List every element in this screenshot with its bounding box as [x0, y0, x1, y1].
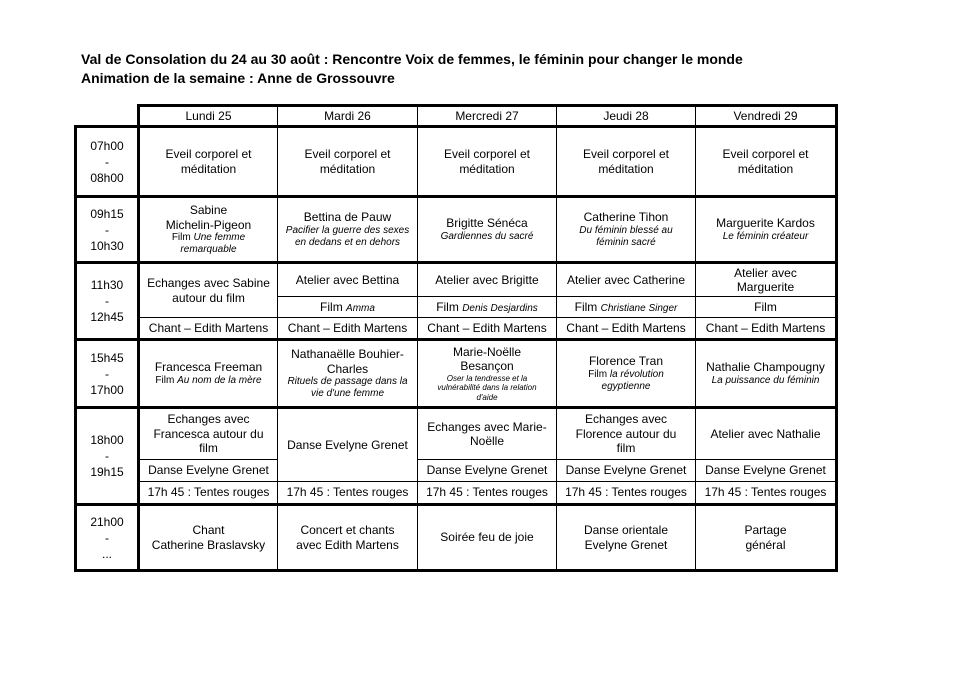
- slot-row-1545: [76, 340, 837, 408]
- cell-vendredi-1800: Atelier avec Nathalie: [696, 408, 837, 460]
- slot-row-0915: [76, 197, 837, 263]
- header-corner: [76, 106, 139, 127]
- day-header-mardi: Mardi 26: [278, 106, 418, 127]
- time-slot-1130: 11h30 - 12h45: [76, 263, 139, 340]
- cell-lundi-0915: Sabine Michelin-Pigeon Film Une femme remarquable: [139, 197, 278, 263]
- page-title: [81, 50, 743, 88]
- cell-lundi-1130: Echanges avec Sabine autour du film: [139, 263, 278, 318]
- cell-mardi-0915: Bettina de Pauw Pacifier la guerre des sexes en dedans et en dehors: [278, 197, 418, 263]
- slot-row-0700: [76, 127, 837, 197]
- cell-vendredi-1130-film: Film: [696, 297, 837, 318]
- time-slot-1800: 18h00 - 19h15: [76, 408, 139, 505]
- cell-lundi-1800: Echanges avec Francesca autour du film: [139, 408, 278, 460]
- day-header-lundi: Lundi 25: [139, 106, 278, 127]
- cell-lundi-1800-tentes: 17h 45 : Tentes rouges: [139, 482, 278, 505]
- cell-jeudi-0915: Catherine Tihon Du féminin blessé au féminin sacré: [557, 197, 696, 263]
- cell-mercredi-2100: Soirée feu de joie: [418, 505, 557, 571]
- day-header-jeudi: Jeudi 28: [557, 106, 696, 127]
- cell-mercredi-1130-film: Film Denis Desjardins: [418, 297, 557, 318]
- cell-mercredi-0915: Brigitte Sénéca Gardiennes du sacré: [418, 197, 557, 263]
- schedule-table: [74, 104, 838, 572]
- slot-row-1800-tentes: [76, 482, 837, 505]
- cell-jeudi-1800-tentes: 17h 45 : Tentes rouges: [557, 482, 696, 505]
- cell-mercredi-1800-danse: Danse Evelyne Grenet: [418, 460, 557, 482]
- cell-mercredi-1130-chant: Chant – Edith Martens: [418, 318, 557, 340]
- cell-vendredi-1130-chant: Chant – Edith Martens: [696, 318, 837, 340]
- cell-lundi-1545: Francesca Freeman Film Au nom de la mère: [139, 340, 278, 408]
- cell-mercredi-1800-tentes: 17h 45 : Tentes rouges: [418, 482, 557, 505]
- cell-mercredi-1545: Marie-Noëlle Besançon Oser la tendresse et la vulnérabilité dans la relation d'aide: [418, 340, 557, 408]
- cell-vendredi-1130-atelier: Atelier avec Marguerite: [696, 263, 837, 297]
- title-line-1: Val de Consolation du 24 au 30 août : Rencontre Voix de femmes, le féminin pour changer le monde: [81, 51, 743, 67]
- slot-row-1800-danse: [76, 460, 837, 482]
- slot-row-1130-chant: [76, 318, 837, 340]
- cell-jeudi-1130-atelier: Atelier avec Catherine: [557, 263, 696, 297]
- cell-lundi-1130-chant: Chant – Edith Martens: [139, 318, 278, 340]
- cell-jeudi-1800-danse: Danse Evelyne Grenet: [557, 460, 696, 482]
- day-header-vendredi: Vendredi 29: [696, 106, 837, 127]
- cell-jeudi-1800: Echanges avec Florence autour du film: [557, 408, 696, 460]
- cell-vendredi-1800-tentes: 17h 45 : Tentes rouges: [696, 482, 837, 505]
- title-line-2: Animation de la semaine : Anne de Grossouvre: [81, 70, 395, 86]
- cell-mercredi-0700: Eveil corporel et méditation: [418, 127, 557, 197]
- cell-mardi-0700: Eveil corporel et méditation: [278, 127, 418, 197]
- cell-mardi-1130-chant: Chant – Edith Martens: [278, 318, 418, 340]
- cell-mardi-1130-atelier: Atelier avec Bettina: [278, 263, 418, 297]
- cell-vendredi-1545: Nathalie Champougny La puissance du féminin: [696, 340, 837, 408]
- cell-mardi-1545: Nathanaëlle Bouhier- Charles Rituels de passage dans la vie d'une femme: [278, 340, 418, 408]
- time-slot-0700: 07h00 - 08h00: [76, 127, 139, 197]
- cell-vendredi-1800-danse: Danse Evelyne Grenet: [696, 460, 837, 482]
- day-header-row: [76, 106, 837, 127]
- cell-lundi-1800-danse: Danse Evelyne Grenet: [139, 460, 278, 482]
- slot-row-1130: [76, 263, 837, 297]
- cell-mardi-1130-film: Film Amma: [278, 297, 418, 318]
- cell-lundi-0700: Eveil corporel et méditation: [139, 127, 278, 197]
- slot-row-2100: [76, 505, 837, 571]
- cell-vendredi-0700: Eveil corporel et méditation: [696, 127, 837, 197]
- cell-mardi-1800: Danse Evelyne Grenet: [278, 408, 418, 482]
- cell-mercredi-1800: Echanges avec Marie- Noëlle: [418, 408, 557, 460]
- day-header-mercredi: Mercredi 27: [418, 106, 557, 127]
- cell-mercredi-1130-atelier: Atelier avec Brigitte: [418, 263, 557, 297]
- time-slot-2100: 21h00 - ...: [76, 505, 139, 571]
- cell-jeudi-2100: Danse orientale Evelyne Grenet: [557, 505, 696, 571]
- cell-lundi-2100: Chant Catherine Braslavsky: [139, 505, 278, 571]
- cell-jeudi-1545: Florence Tran Film la révolution egyptienne: [557, 340, 696, 408]
- time-slot-0915: 09h15 - 10h30: [76, 197, 139, 263]
- cell-vendredi-2100: Partage général: [696, 505, 837, 571]
- cell-mardi-2100: Concert et chants avec Edith Martens: [278, 505, 418, 571]
- cell-jeudi-1130-film: Film Christiane Singer: [557, 297, 696, 318]
- cell-jeudi-1130-chant: Chant – Edith Martens: [557, 318, 696, 340]
- slot-row-1800: [76, 408, 837, 460]
- time-slot-1545: 15h45 - 17h00: [76, 340, 139, 408]
- cell-mardi-1800-tentes: 17h 45 : Tentes rouges: [278, 482, 418, 505]
- cell-jeudi-0700: Eveil corporel et méditation: [557, 127, 696, 197]
- cell-vendredi-0915: Marguerite Kardos Le féminin créateur: [696, 197, 837, 263]
